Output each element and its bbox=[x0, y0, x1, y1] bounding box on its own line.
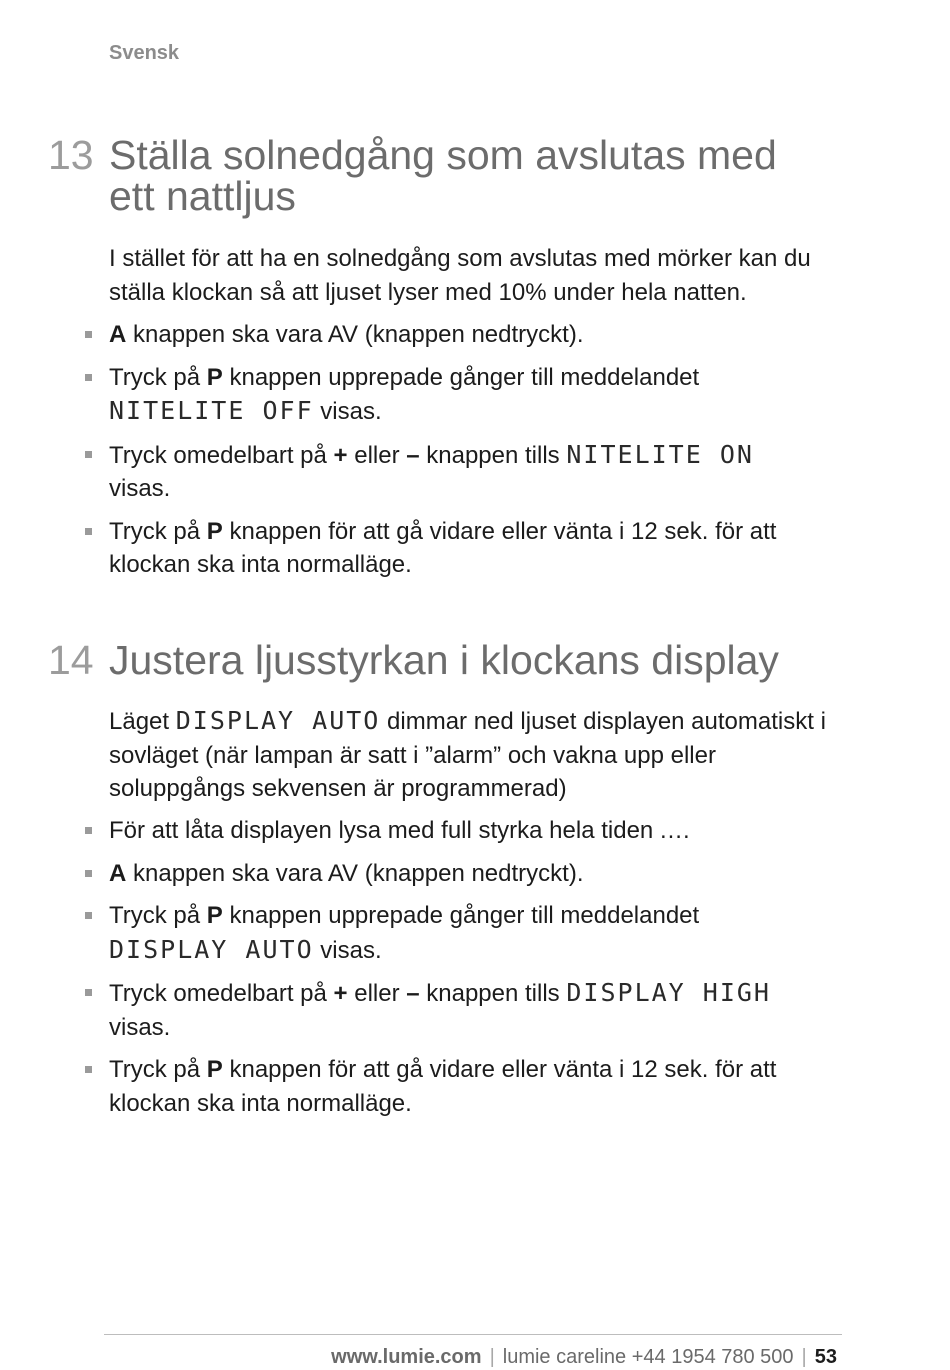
bullet-square-icon bbox=[85, 827, 92, 834]
item-text: knappen ska vara AV (knappen nedtryckt). bbox=[126, 321, 584, 348]
section-number: 14 bbox=[48, 637, 94, 683]
section-13-title bbox=[48, 132, 777, 219]
item-text-pre: Tryck omedelbart på bbox=[109, 441, 334, 469]
key-label: A bbox=[109, 321, 127, 348]
section-title-text-line2: ett nattljus bbox=[109, 173, 296, 219]
item-text-pre: Tryck på bbox=[109, 517, 207, 545]
ellipsis: .... bbox=[659, 817, 691, 844]
item-text-post: visas. bbox=[109, 1013, 171, 1041]
key-label: P bbox=[206, 1056, 223, 1083]
bullet-square-icon bbox=[85, 1066, 92, 1073]
footer-url-link[interactable]: www.lumie.com bbox=[331, 1346, 482, 1368]
section-14-bullet-list bbox=[83, 814, 843, 1129]
lcd-message: NITELITE ON bbox=[566, 439, 754, 469]
item-text-pre: Tryck på bbox=[109, 902, 207, 929]
item-text: knappen för att gå vidare eller vänta i 12 sek. för att klockan ska inta normalläge. bbox=[109, 517, 777, 578]
lcd-message: DISPLAY AUTO bbox=[175, 706, 381, 735]
section-13-bullet-list bbox=[83, 318, 843, 591]
list-item bbox=[83, 318, 843, 352]
bullet-square-icon bbox=[85, 528, 92, 535]
item-text-post: visas. bbox=[109, 475, 171, 502]
footer-separator: | bbox=[801, 1346, 807, 1368]
list-item bbox=[83, 976, 843, 1044]
section-13-intro: I stället för att ha en solnedgång som avslutas med mörker kan du ställa klockan så att ljuset lyser med 10% under hela natten. bbox=[109, 245, 811, 306]
key-label: A bbox=[109, 859, 127, 887]
item-text-post: visas. bbox=[313, 936, 382, 964]
item-text: För att låta displayen lysa med full styrka hela tiden bbox=[109, 817, 660, 844]
section-number: 13 bbox=[48, 132, 94, 178]
bullet-square-icon bbox=[85, 912, 92, 919]
item-text-mid: eller bbox=[347, 980, 407, 1007]
page-footer bbox=[331, 1346, 837, 1369]
item-text-pre: Tryck omedelbart på bbox=[109, 980, 334, 1007]
section-14-title bbox=[48, 637, 779, 683]
list-item bbox=[83, 1053, 843, 1120]
list-item bbox=[83, 361, 843, 429]
bullet-square-icon bbox=[85, 870, 92, 877]
section-title-text: Ställa solnedgång som avslutas med bbox=[109, 132, 777, 178]
section-title-text: Justera ljusstyrkan i klockans display bbox=[109, 637, 779, 683]
item-text: knappen tills bbox=[419, 441, 567, 469]
item-text-mid: eller bbox=[347, 441, 407, 469]
item-text: knappen för att gå vidare eller vänta i 12 sek. för att klockan ska inta normalläge. bbox=[109, 1056, 777, 1117]
minus-key-label: – bbox=[406, 980, 420, 1007]
intro-text-pre: Läget bbox=[109, 708, 176, 735]
bullet-square-icon bbox=[85, 989, 92, 996]
item-text-post: visas. bbox=[313, 398, 382, 425]
list-item bbox=[83, 515, 843, 582]
list-item bbox=[83, 438, 843, 506]
lcd-message: NITELITE OFF bbox=[109, 396, 314, 425]
item-text: knappen tills bbox=[419, 980, 567, 1007]
bullet-square-icon bbox=[85, 331, 92, 338]
page-language-label: Svensk bbox=[109, 42, 180, 64]
item-text: knappen upprepade gånger till meddelandet bbox=[222, 902, 700, 929]
item-text-pre: Tryck på bbox=[109, 363, 207, 391]
plus-key-label: + bbox=[333, 980, 348, 1007]
list-item bbox=[83, 899, 843, 967]
footer-careline: lumie careline +44 1954 780 500 bbox=[502, 1346, 794, 1368]
bullet-square-icon bbox=[85, 374, 92, 381]
key-label: P bbox=[206, 363, 223, 391]
intro-text-post: dimmar ned ljuset displayen automatiskt i sovläget (när lampan är satt i ”alarm” och vakna upp eller soluppgångs sekvensen är programmerad) bbox=[109, 708, 826, 802]
item-text-pre: Tryck på bbox=[109, 1056, 207, 1083]
footer-separator: | bbox=[489, 1346, 495, 1368]
section-14-intro bbox=[109, 704, 844, 806]
page-number: 53 bbox=[814, 1346, 837, 1368]
minus-key-label: – bbox=[406, 441, 420, 469]
key-label: P bbox=[206, 902, 223, 929]
list-item bbox=[83, 857, 843, 891]
lcd-message: DISPLAY HIGH bbox=[566, 978, 771, 1007]
bullet-square-icon bbox=[85, 451, 92, 458]
item-text: knappen upprepade gånger till meddelandet bbox=[222, 363, 700, 391]
key-label: P bbox=[206, 517, 223, 545]
footer-divider bbox=[104, 1334, 842, 1335]
list-item bbox=[83, 814, 843, 848]
lcd-message: DISPLAY AUTO bbox=[109, 934, 314, 964]
plus-key-label: + bbox=[333, 441, 348, 469]
item-text: knappen ska vara AV (knappen nedtryckt). bbox=[126, 859, 584, 887]
